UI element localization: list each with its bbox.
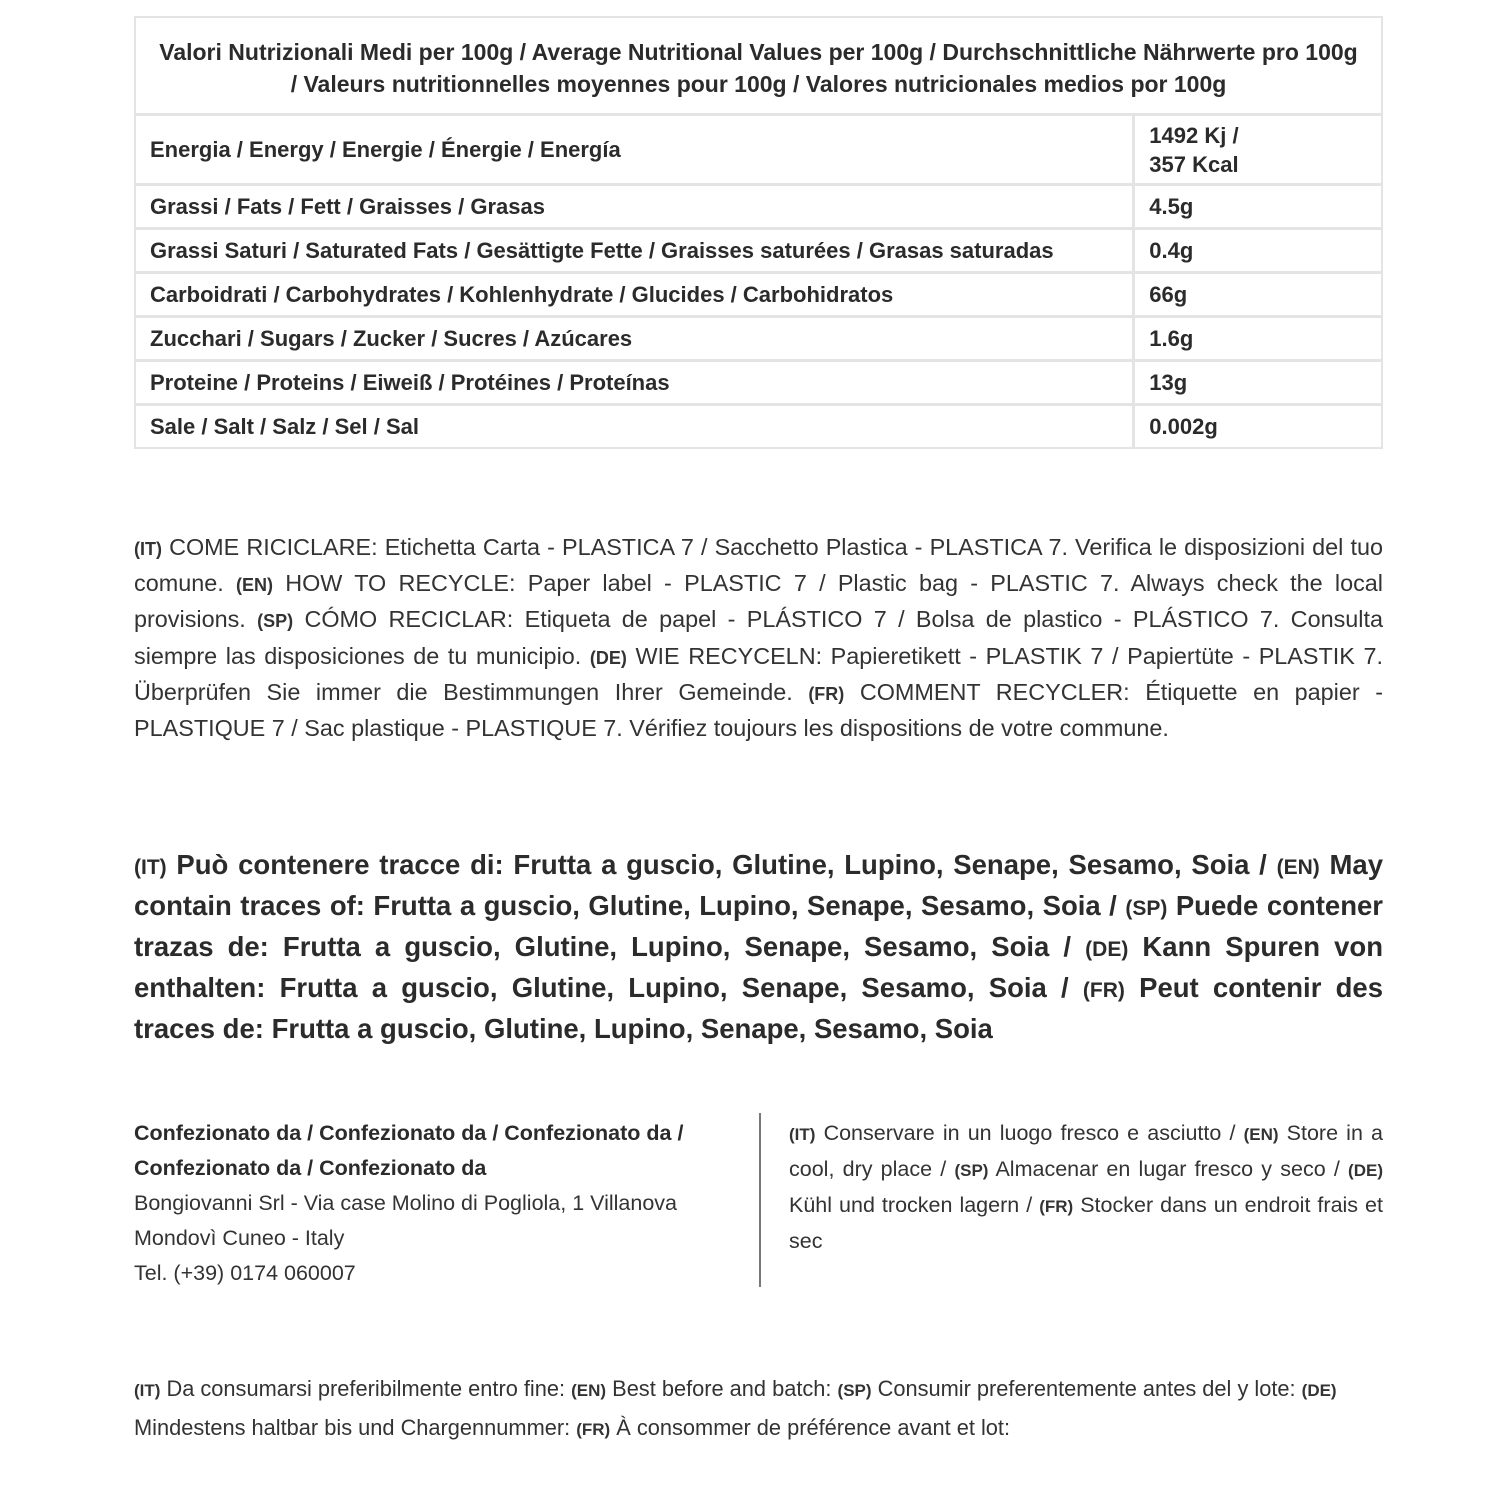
table-row xyxy=(136,406,1381,447)
allergen-text-sp: Puede contener trazas de: Frutta a guscio, Glutine, Lupino, Senape, Sesamo, Soia / xyxy=(134,890,1383,962)
lang-tag-sp: (SP) xyxy=(837,1381,872,1400)
nutrient-value: 13g xyxy=(1132,362,1381,406)
table-row xyxy=(136,274,1381,318)
best-before-text-fr: À consommer de préférence avant et lot: xyxy=(610,1415,1011,1440)
nutrient-label: Grassi Saturi / Saturated Fats / Gesättigte Fette / Graisses saturées / Grasas saturadas xyxy=(136,230,1132,274)
lang-tag-en: (EN) xyxy=(235,575,273,596)
packer-address-line1: Bongiovanni Srl - Via case Molino di Pogliola, 1 Villanova xyxy=(134,1191,678,1215)
lang-tag-sp: (SP) xyxy=(1125,897,1168,920)
nutrient-label: Zucchari / Sugars / Zucker / Sucres / Azúcares xyxy=(136,318,1132,362)
nutrient-value: 4.5g xyxy=(1132,186,1381,230)
packer-phone: Tel. (+39) 0174 060007 xyxy=(134,1261,356,1285)
lang-tag-it: (IT) xyxy=(789,1125,816,1144)
energy-kj: 1492 Kj / xyxy=(1149,122,1239,148)
allergen-text-it: Può contenere tracce di: Frutta a guscio, Glutine, Lupino, Senape, Sesamo, Soia / xyxy=(166,849,1277,880)
storage-text-fr: Stocker dans un endroit frais et sec xyxy=(789,1193,1383,1253)
nutrient-value xyxy=(1132,116,1381,186)
nutrition-header-row xyxy=(136,18,1381,116)
lang-tag-en: (EN) xyxy=(1276,856,1320,879)
packer-heading-line1: Confezionato da / Confezionato da / Confezionato da / xyxy=(134,1121,684,1145)
storage-info xyxy=(789,1116,1383,1259)
lang-tag-de: (DE) xyxy=(1348,1161,1383,1180)
packer-address-line2: Mondovì Cuneo - Italy xyxy=(134,1226,345,1250)
lang-tag-fr: (FR) xyxy=(808,683,845,704)
lang-tag-en: (EN) xyxy=(571,1381,607,1400)
lang-tag-en: (EN) xyxy=(1243,1125,1279,1144)
recycle-text-it: COME RICICLARE: Etichetta Carta - PLASTICA 7 / Sacchetto Plastica - PLASTICA 7. Verifica le disposizioni del tuo comune. xyxy=(134,534,1383,597)
table-row xyxy=(136,116,1381,186)
allergen-text-fr: Peut contenir des traces de: Frutta a guscio, Glutine, Lupino, Senape, Sesamo, Soia xyxy=(134,972,1383,1044)
lang-tag-it: (IT) xyxy=(134,539,162,559)
recycle-text-sp: CÓMO RECICLAR: Etiqueta de papel - PLÁSTICO 7 / Bolsa de plastico - PLÁSTICO 7. Consulta siempre las disposiciones de tu municipio. xyxy=(134,606,1383,669)
column-divider xyxy=(759,1113,761,1287)
storage-text-it: Conservare in un luogo fresco e asciutto / xyxy=(815,1121,1244,1145)
nutrient-label: Carboidrati / Carbohydrates / Kohlenhydrate / Glucides / Carbohidratos xyxy=(136,274,1132,318)
allergen-warning xyxy=(134,846,1383,1048)
best-before-info xyxy=(134,1370,1383,1448)
best-before-text-it: Da consumarsi preferibilmente entro fine: xyxy=(160,1376,572,1401)
nutrition-table xyxy=(134,16,1383,449)
nutrient-value: 1.6g xyxy=(1132,318,1381,362)
storage-text-de: Kühl und trocken lagern / xyxy=(789,1193,1040,1217)
best-before-text-en: Best before and batch: xyxy=(606,1376,838,1401)
lang-tag-it: (IT) xyxy=(134,1381,161,1400)
lang-tag-fr: (FR) xyxy=(1039,1197,1074,1216)
storage-text-sp: Almacenar en lugar fresco y seco / xyxy=(988,1157,1349,1181)
recycle-text-en: HOW TO RECYCLE: Paper label - PLASTIC 7 / Plastic bag - PLASTIC 7. Always check the local provisions. xyxy=(134,570,1383,633)
lang-tag-it: (IT) xyxy=(134,856,167,879)
best-before-text-de: Mindestens haltbar bis und Chargennummer: xyxy=(134,1415,577,1440)
nutrient-value: 0.4g xyxy=(1132,230,1381,274)
nutrient-label: Energia / Energy / Energie / Énergie / Energía xyxy=(136,116,1132,186)
table-row xyxy=(136,230,1381,274)
nutrient-label: Grassi / Fats / Fett / Graisses / Grasas xyxy=(136,186,1132,230)
packer-info xyxy=(134,1116,734,1291)
allergen-text-en: May contain traces of: Frutta a guscio, Glutine, Lupino, Senape, Sesamo, Soia / xyxy=(134,849,1383,921)
nutrient-label: Proteine / Proteins / Eiweiß / Protéines / Proteínas xyxy=(136,362,1132,406)
recycle-text-fr: COMMENT RECYCLER: Étiquette en papier - PLASTIQUE 7 / Sac plastique - PLASTIQUE 7. Vérifiez toujours les dispositions de votre commune. xyxy=(134,678,1383,742)
storage-text-en: Store in a cool, dry place / xyxy=(789,1121,1383,1181)
lang-tag-sp: (SP) xyxy=(954,1161,989,1180)
lang-tag-de: (DE) xyxy=(589,647,627,668)
nutrient-value: 66g xyxy=(1132,274,1381,318)
lang-tag-de: (DE) xyxy=(1301,1381,1337,1400)
table-row xyxy=(136,186,1381,230)
lang-tag-sp: (SP) xyxy=(257,611,294,632)
nutrition-header: Valori Nutrizionali Medi per 100g / Average Nutritional Values per 100g / Durchschnittliche Nährwerte pro 100g / Valeurs nutritionnelles moyennes pour 100g / Valores nutricionales medios por 100g xyxy=(136,18,1381,116)
lang-tag-de: (DE) xyxy=(1085,938,1129,961)
recycling-info xyxy=(134,530,1383,745)
packer-heading-line2: Confezionato da / Confezionato da xyxy=(134,1156,487,1180)
allergen-text-de: Kann Spuren von enthalten: Frutta a guscio, Glutine, Lupino, Senape, Sesamo, Soia / xyxy=(134,931,1383,1003)
table-row xyxy=(136,362,1381,406)
table-row xyxy=(136,318,1381,362)
energy-kcal: 357 Kcal xyxy=(1149,151,1239,177)
lang-tag-fr: (FR) xyxy=(1082,979,1125,1002)
recycle-text-de: WIE RECYCELN: Papieretikett - PLASTIK 7 / Papiertüte - PLASTIK 7. Überprüfen Sie immer die Bestimmungen Ihrer Gemeinde. xyxy=(134,642,1383,705)
nutrient-label: Sale / Salt / Salz / Sel / Sal xyxy=(150,413,420,439)
lang-tag-fr: (FR) xyxy=(576,1420,611,1439)
best-before-text-sp: Consumir preferentemente antes del y lote: xyxy=(871,1376,1302,1401)
nutrient-value: 0.002g xyxy=(1132,406,1381,447)
